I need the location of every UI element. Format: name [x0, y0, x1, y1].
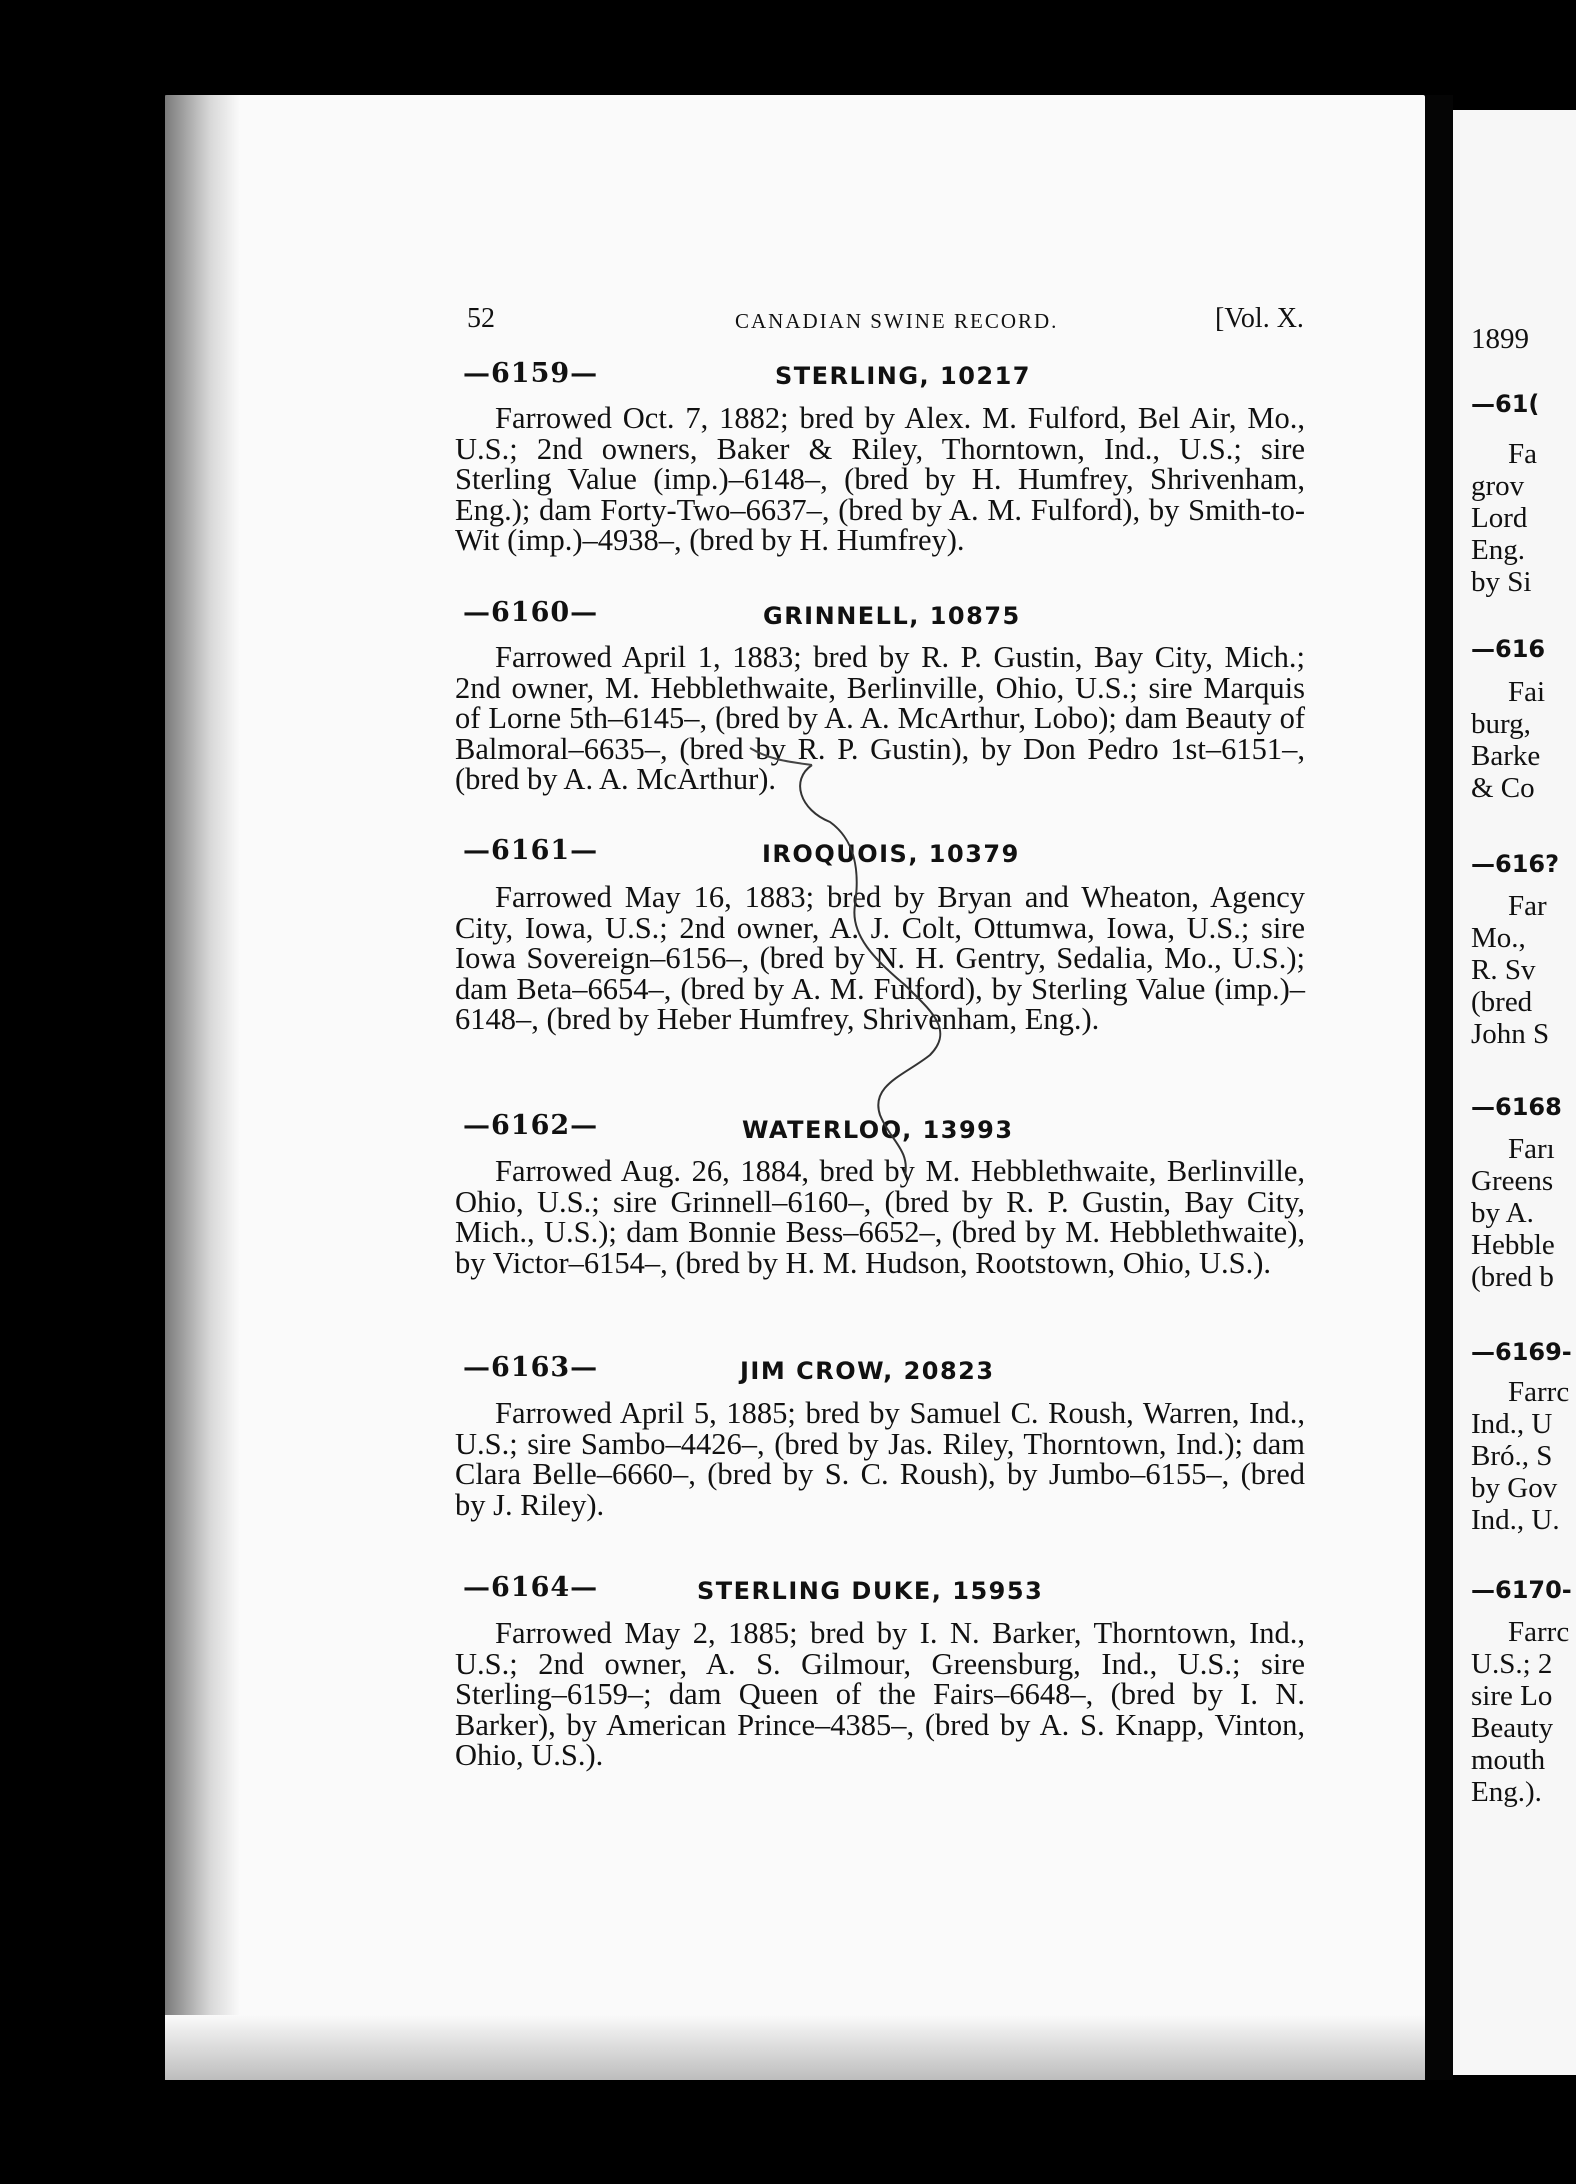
fragment-line: Greens: [1471, 1165, 1554, 1197]
fragment-line: John S: [1471, 1018, 1550, 1050]
page-binding-shadow: [165, 95, 240, 2080]
fragment-line: —616?: [1471, 850, 1560, 878]
entry-name: STERLING, 10217: [775, 362, 1032, 390]
entry-text: Farrowed May 16, 1883; bred by Bryan and Wheaton, Agency City, Iowa, U.S.; 2nd owner, A. J. Colt, Ottumwa, Iowa, U.S.; sire Iowa Sovereign–6156–, (bred by N. H. Gentry, Sedalia, Mo., U.S.); dam Beta–6654–, (bred by A. M. Fulford), by Sterling Value (imp.)–6148–, (bred by Heber Humfrey, Shrivenham, Eng.).: [455, 880, 1305, 1036]
fragment-line: Ind., U.: [1471, 1504, 1560, 1536]
fragment-line: Ind., U: [1471, 1408, 1553, 1440]
entry-number: —6163—: [463, 1352, 599, 1383]
fragment-line: Fai: [1508, 676, 1546, 708]
fragment-line: mouth: [1471, 1744, 1546, 1776]
entry-number: —6159—: [463, 358, 599, 389]
fragment-line: —616: [1471, 635, 1546, 663]
fragment-line: Farrc: [1508, 1376, 1570, 1408]
entry-name: GRINNELL, 10875: [763, 602, 1021, 630]
entry-text: Farrowed May 2, 1885; bred by I. N. Barker, Thorntown, Ind., U.S.; 2nd owner, A. S. Gilmour, Greensburg, Ind., U.S.; sire Sterling–6159–; dam Queen of the Fairs–6648–, (bred by I. N. Barker), by American Prince–4385–, (bred by A. S. Knapp, Vinton, Ohio, U.S.).: [455, 1616, 1305, 1772]
fragment-line: Hebble: [1471, 1229, 1555, 1261]
fragment-line: U.S.; 2: [1471, 1648, 1553, 1680]
adjacent-page: [1453, 110, 1576, 2075]
entry-text: Farrowed April 5, 1885; bred by Samuel C. Roush, Warren, Ind., U.S.; sire Sambo–4426–, (bred by Jas. Riley, Thorntown, Ind.); dam Clara Belle–6660–, (bred by S. C. Roush), by Jumbo–6155–, (bred by J. Riley).: [455, 1396, 1305, 1522]
entry-name: JIM CROW, 20823: [740, 1357, 995, 1385]
fragment-line: —6170-: [1471, 1576, 1572, 1604]
fragment-line: Lord: [1471, 502, 1528, 534]
entry-number: —6161—: [463, 835, 599, 866]
fragment-line: Farrc: [1508, 1616, 1570, 1648]
fragment-line: Fa: [1508, 438, 1537, 470]
volume-label: [Vol. X.: [1215, 303, 1304, 334]
fragment-line: R. Sv: [1471, 954, 1536, 986]
entry-text: Farrowed Aug. 26, 1884, bred by M. Hebblethwaite, Berlinville, Ohio, U.S.; sire Grinnell–6160–, (bred by R. P. Gustin, Bay City, Mich., U.S.); dam Bonnie Bess–6652–, (bred by M. Hebblethwaite), by Victor–6154–, (bred by H. M. Hudson, Rootstown, Ohio, U.S.).: [455, 1154, 1305, 1280]
fragment-line: Bró., S: [1471, 1440, 1553, 1472]
fragment-line: Eng.: [1471, 534, 1525, 566]
fragment-line: —6168: [1471, 1093, 1562, 1121]
fragment-line: —61(: [1471, 390, 1540, 418]
entry-text: Farrowed April 1, 1883; bred by R. P. Gustin, Bay City, Mich.; 2nd owner, M. Hebblethwaite, Berlinville, Ohio, U.S.; sire Marquis of Lorne 5th–6145–, (bred by A. A. McArthur, Lobo); dam Beauty of Balmoral–6635–, (bred by R. P. Gustin), by Don Pedro 1st–6151–, (bred by A. A. McArthur).: [455, 640, 1305, 796]
fragment-line: burg,: [1471, 708, 1531, 740]
entry-text: Farrowed Oct. 7, 1882; bred by Alex. M. Fulford, Bel Air, Mo., U.S.; 2nd owners, Baker & Riley, Thorntown, Ind., U.S.; sire Sterling Value (imp.)–6148–, (bred by H. Humfrey, Shrivenham, Eng.); dam Forty-Two–6637–, (bred by A. M. Fulford), by Smith-to-Wit (imp.)–4938–, (bred by H. Humfrey).: [455, 401, 1305, 557]
entry-name: STERLING DUKE, 15953: [697, 1577, 1044, 1605]
entry-name: IROQUOIS, 10379: [762, 840, 1020, 868]
running-title: CANADIAN SWINE RECORD.: [735, 309, 1059, 333]
fragment-line: 1899: [1471, 323, 1529, 355]
fragment-line: Far: [1508, 890, 1547, 922]
fragment-line: —6169-: [1471, 1338, 1572, 1366]
fragment-line: Eng.).: [1471, 1776, 1542, 1808]
fragment-line: grov: [1471, 470, 1525, 502]
fragment-line: (bred b: [1471, 1261, 1554, 1293]
fragment-line: by A.: [1471, 1197, 1534, 1229]
fragment-line: & Co: [1471, 772, 1535, 804]
fragment-line: sire Lo: [1471, 1680, 1553, 1712]
entry-number: —6160—: [463, 597, 599, 628]
fragment-line: by Si: [1471, 566, 1532, 598]
fragment-line: Barke: [1471, 740, 1541, 772]
page-gutter: [1425, 95, 1453, 2080]
fragment-line: Farı: [1508, 1133, 1555, 1165]
entry-number: —6164—: [463, 1572, 599, 1603]
fragment-line: by Gov: [1471, 1472, 1558, 1504]
page-bottom-edge: [165, 2015, 1425, 2080]
page-number: 52: [467, 303, 495, 334]
entry-number: —6162—: [463, 1110, 599, 1141]
entry-name: WATERLOO, 13993: [742, 1116, 1014, 1144]
left-page: [165, 95, 1425, 2080]
fragment-line: (bred: [1471, 986, 1533, 1018]
fragment-line: Mo.,: [1471, 922, 1526, 954]
fragment-line: Beauty: [1471, 1712, 1554, 1744]
